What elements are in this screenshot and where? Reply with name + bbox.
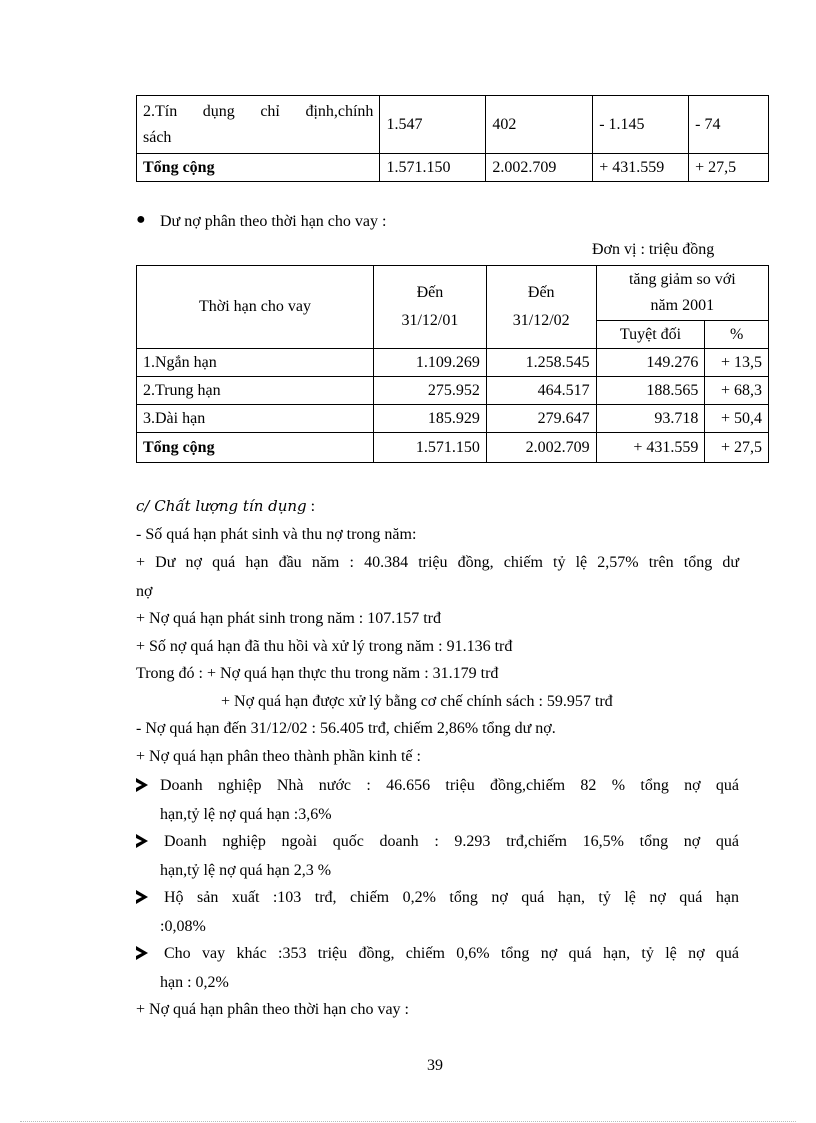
table-cell: 402 bbox=[486, 96, 593, 154]
header-absolute: Tuyệt đối bbox=[596, 321, 705, 349]
table-cell: + 50,4 bbox=[705, 405, 769, 433]
credit-table-continued bbox=[136, 95, 769, 182]
header-2001 bbox=[374, 266, 487, 349]
table-row bbox=[137, 377, 769, 405]
list-item-line2: hạn : 0,2% bbox=[160, 974, 229, 991]
arrow-bullet-icon bbox=[136, 890, 148, 904]
table-cell: 279.647 bbox=[486, 405, 596, 433]
table-cell: + 27,5 bbox=[689, 154, 769, 182]
arrow-bullet-icon bbox=[136, 946, 148, 960]
table-cell: 185.929 bbox=[374, 405, 487, 433]
text-line: + Nợ quá hạn phát sinh trong năm : 107.157 trđ bbox=[136, 610, 441, 627]
text-line: nợ bbox=[136, 583, 153, 600]
table-cell: 2.002.709 bbox=[486, 433, 596, 463]
list-item-line1: Hộ sản xuất :103 trđ, chiếm 0,2% tổng nợ quá hạn, tỷ lệ nợ quá hạn bbox=[164, 889, 739, 906]
header-2001-line2: 31/12/01 bbox=[401, 312, 459, 329]
cell-label-line1: 2.Tín dụng chỉ định,chính bbox=[143, 102, 374, 120]
text-line: + Dư nợ quá hạn đầu năm : 40.384 triệu đồng, chiếm tỷ lệ 2,57% trên tổng dư bbox=[136, 554, 739, 571]
arrow-bullet-icon bbox=[136, 778, 148, 792]
table-cell: 275.952 bbox=[374, 377, 487, 405]
text-line: + Số nợ quá hạn đã thu hồi và xử lý trong năm : 91.136 trđ bbox=[136, 638, 513, 655]
list-item-line1: Cho vay khác :353 triệu đồng, chiếm 0,6% tổng nợ quá hạn, tỷ lệ nợ quá bbox=[164, 945, 739, 962]
unit-label: Đơn vị : triệu đồng bbox=[592, 241, 715, 258]
table-cell-label: 2.Trung hạn bbox=[137, 377, 374, 405]
loan-term-table bbox=[136, 265, 769, 463]
text-line: + Nợ quá hạn phân theo thời hạn cho vay : bbox=[136, 1001, 409, 1018]
table-cell: 2.002.709 bbox=[486, 154, 593, 182]
header-change-line1: tăng giảm so với bbox=[628, 271, 736, 288]
arrow-bullet-icon bbox=[136, 834, 148, 848]
text-line: Trong đó : + Nợ quá hạn thực thu trong năm : 31.179 trđ bbox=[136, 665, 499, 682]
cell-label-line2: sách bbox=[143, 128, 172, 146]
header-percent: % bbox=[705, 321, 769, 349]
table-cell: + 431.559 bbox=[596, 433, 705, 463]
table-cell: 1.258.545 bbox=[486, 349, 596, 377]
table-cell: - 74 bbox=[689, 96, 769, 154]
table-row bbox=[137, 349, 769, 377]
header-2002-line2: 31/12/02 bbox=[512, 312, 570, 329]
table-cell: 93.718 bbox=[596, 405, 705, 433]
header-term: Thời hạn cho vay bbox=[137, 266, 374, 349]
section-heading bbox=[136, 496, 315, 517]
table-cell: 1.109.269 bbox=[374, 349, 487, 377]
list-item-line2: :0,08% bbox=[160, 918, 206, 935]
table-row bbox=[137, 405, 769, 433]
text-line: + Nợ quá hạn phân theo thành phần kinh tế : bbox=[136, 748, 421, 765]
table-row-total bbox=[137, 433, 769, 463]
list-item-line2: hạn,tỷ lệ nợ quá hạn :3,6% bbox=[160, 806, 332, 823]
table-cell-label: 1.Ngắn hạn bbox=[137, 349, 374, 377]
table-cell: 149.276 bbox=[596, 349, 705, 377]
text-line: - Số quá hạn phát sinh và thu nợ trong năm: bbox=[136, 526, 417, 543]
text-line: + Nợ quá hạn được xử lý bằng cơ chế chính sách : 59.957 trđ bbox=[221, 693, 613, 710]
section-heading-text: c/ Chất lượng tín dụng bbox=[136, 497, 307, 515]
list-item-line1: Doanh nghiệp Nhà nước : 46.656 triệu đồng,chiếm 82 % tổng nợ quá bbox=[160, 777, 739, 794]
header-change-group bbox=[596, 266, 768, 321]
table-cell: + 27,5 bbox=[705, 433, 769, 463]
bullet-dot-icon: ● bbox=[136, 211, 146, 228]
table-cell: 1.571.150 bbox=[380, 154, 486, 182]
table-cell-label: 3.Dài hạn bbox=[137, 405, 374, 433]
header-2002 bbox=[486, 266, 596, 349]
header-2002-line1: Đến bbox=[527, 284, 555, 301]
header-change-line2: năm 2001 bbox=[650, 297, 715, 314]
page-bottom-divider bbox=[20, 1121, 796, 1122]
table-header-row bbox=[137, 266, 769, 321]
table-cell-label: Tổng cộng bbox=[137, 433, 374, 463]
table-cell: 1.547 bbox=[380, 96, 486, 154]
table-cell: + 68,3 bbox=[705, 377, 769, 405]
list-item-line2: hạn,tỷ lệ nợ quá hạn 2,3 % bbox=[160, 862, 332, 879]
text-line: - Nợ quá hạn đến 31/12/02 : 56.405 trđ, chiếm 2,86% tổng dư nợ. bbox=[136, 720, 556, 737]
table-cell: - 1.145 bbox=[593, 96, 689, 154]
section-bullet-text: Dư nợ phân theo thời hạn cho vay : bbox=[160, 213, 387, 230]
table-cell: 464.517 bbox=[486, 377, 596, 405]
table-cell: + 431.559 bbox=[593, 154, 689, 182]
header-2001-line1: Đến bbox=[416, 284, 444, 301]
section-heading-colon: : bbox=[306, 498, 316, 515]
list-item-line1: Doanh nghiệp ngoài quốc doanh : 9.293 trđ,chiếm 16,5% tổng nợ quá bbox=[164, 833, 739, 850]
table-row bbox=[137, 96, 769, 154]
table-cell: 188.565 bbox=[596, 377, 705, 405]
table-cell: + 13,5 bbox=[705, 349, 769, 377]
page-number: 39 bbox=[427, 1057, 443, 1074]
table-cell-label bbox=[137, 96, 380, 154]
table-row-total bbox=[137, 154, 769, 182]
table-cell: 1.571.150 bbox=[374, 433, 487, 463]
table-cell-label: Tổng cộng bbox=[137, 154, 380, 182]
